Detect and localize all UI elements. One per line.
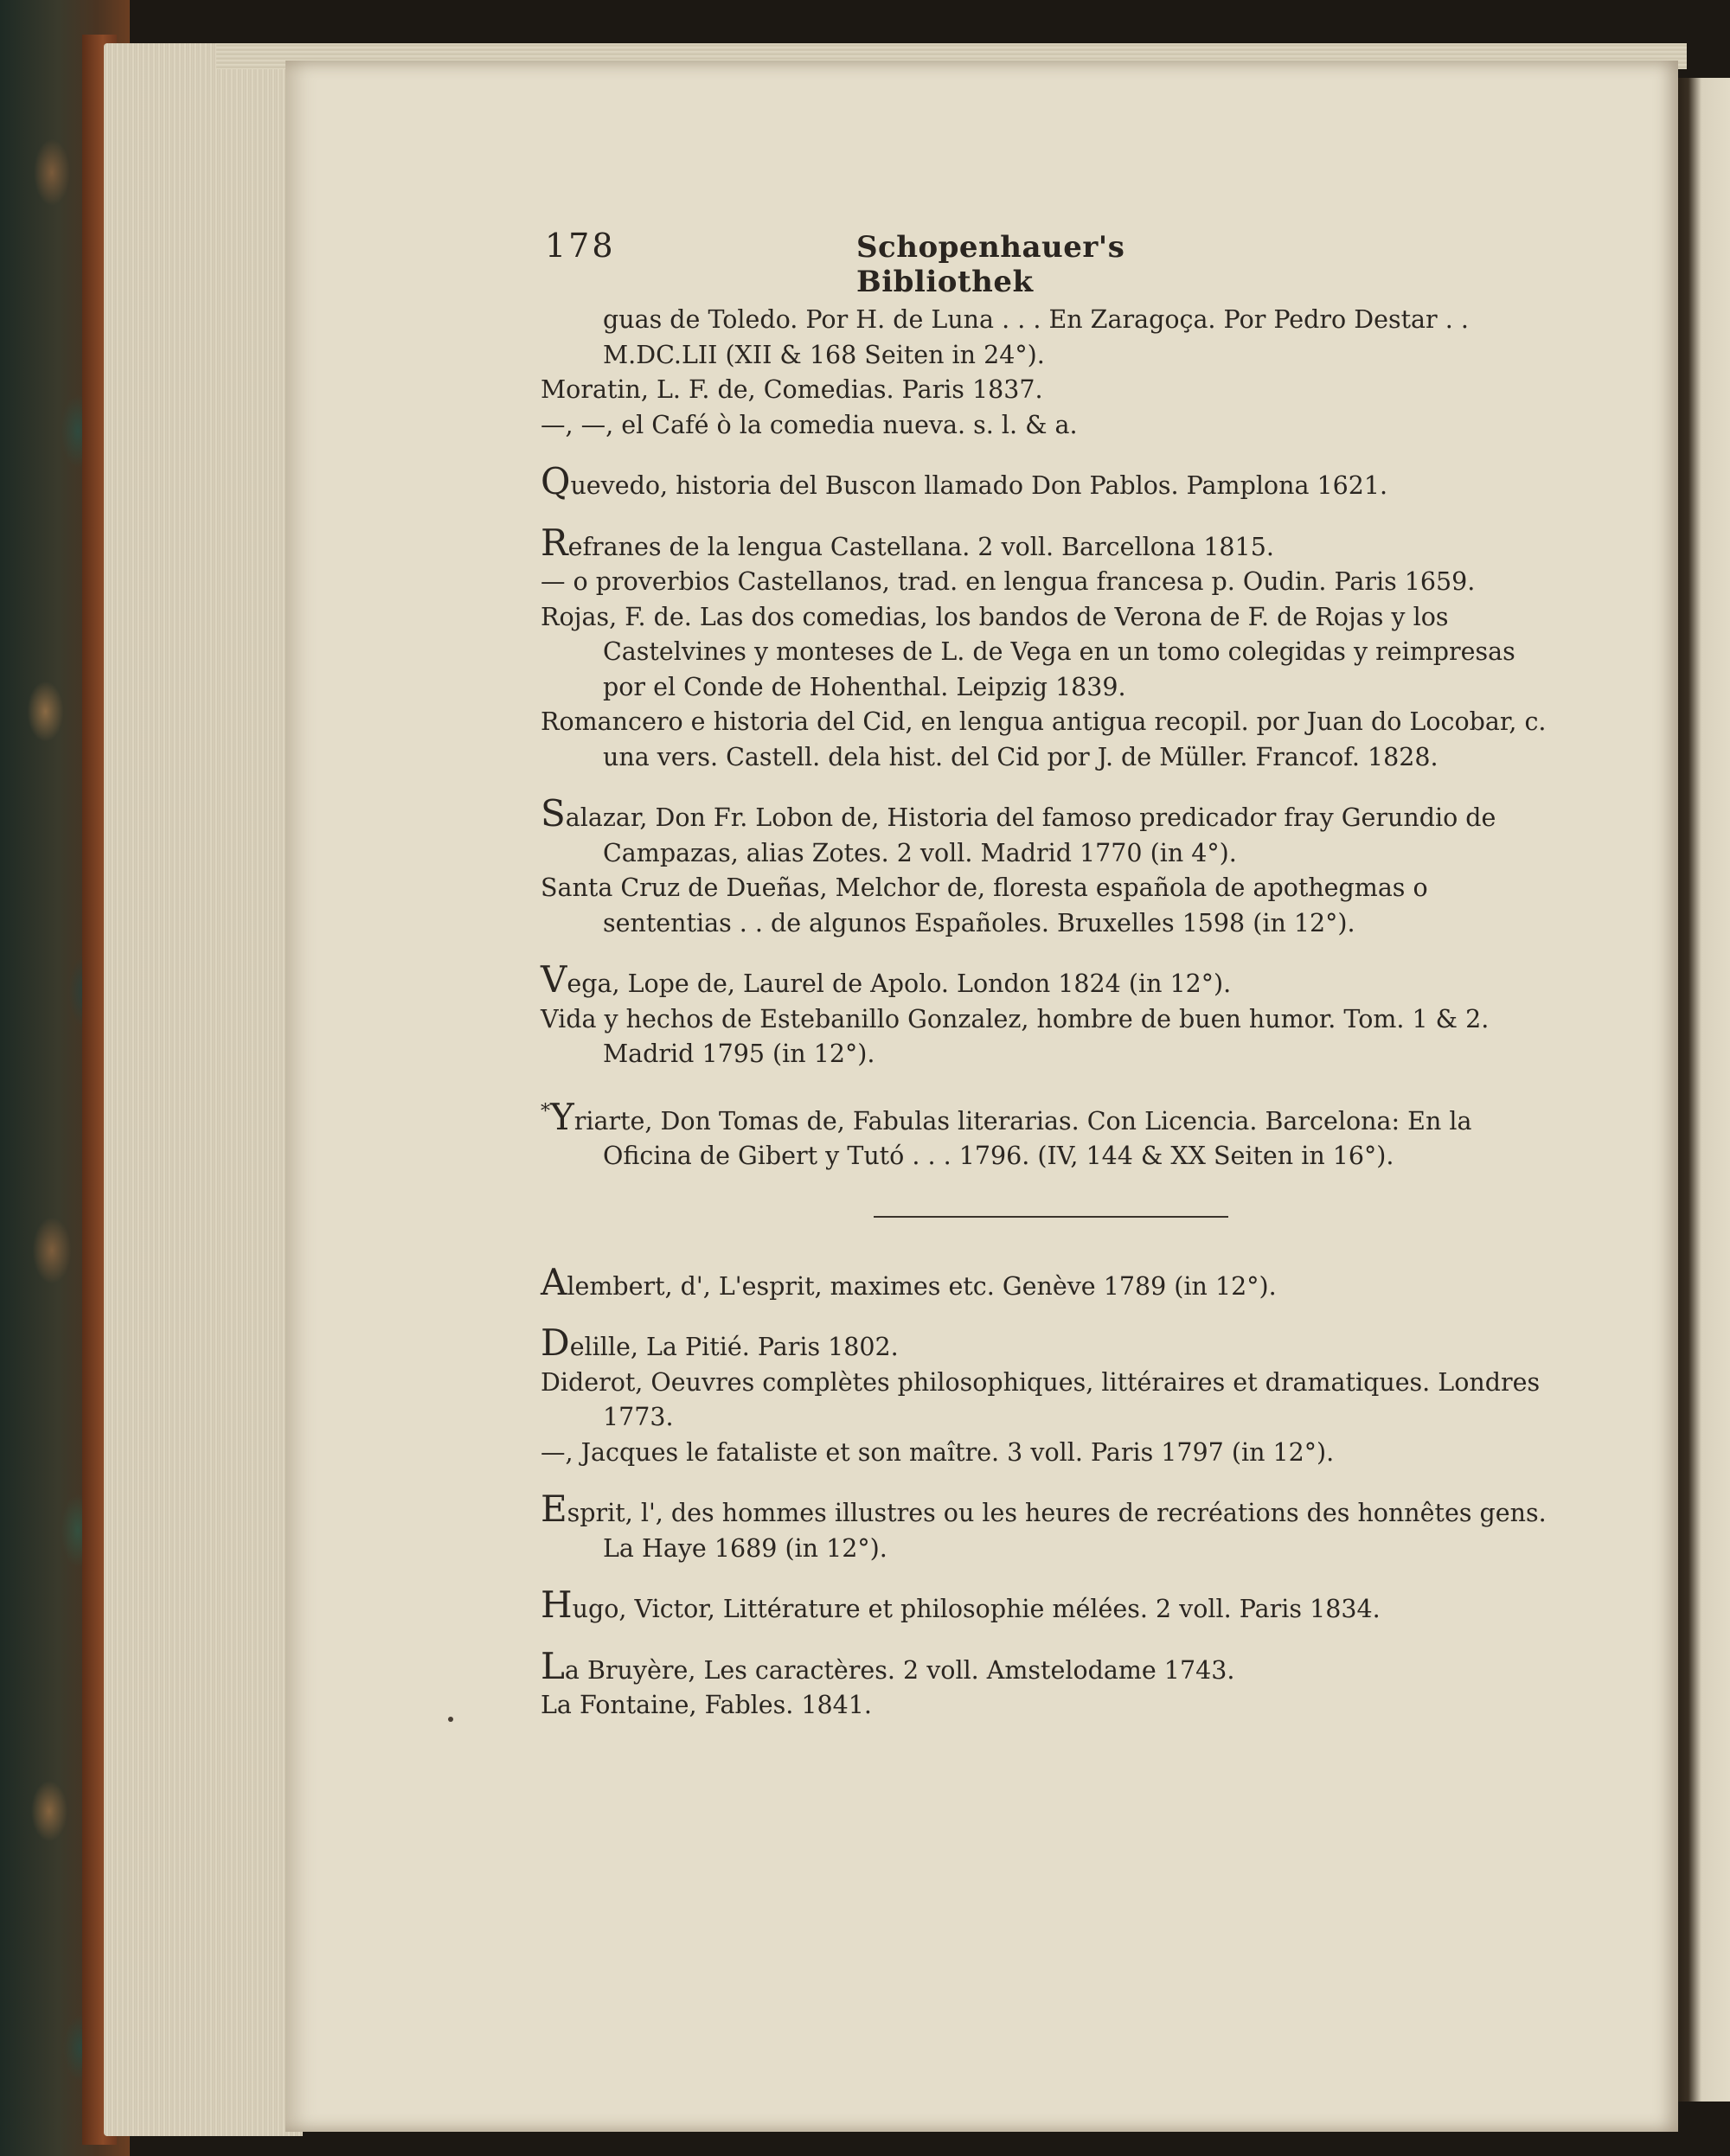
entry-text: riarte, Don Tomas de, Fabulas literarias. Con Licencia. Barcelona: En la Oficina de Gibert y Tutó . . . 1796. (IV, 144 & XX Seiten in 16°).: [573, 1106, 1472, 1170]
list-item: [541, 1321, 1561, 1366]
list-item: [541, 958, 1561, 1002]
entry-text: ugo, Victor, Littérature et philosophie mélées. 2 voll. Paris 1834.: [572, 1595, 1381, 1623]
section-initial: Y: [550, 1095, 574, 1138]
section-initial: L: [541, 1644, 565, 1687]
list-item: — o proverbios Castellanos, trad. en lengua francesa p. Oudin. Paris 1659.: [541, 567, 1476, 596]
section-initial: E: [541, 1487, 567, 1530]
list-item: [541, 1095, 1561, 1174]
list-item: [541, 460, 1561, 504]
section-initial: V: [541, 958, 567, 1001]
section-initial: A: [541, 1260, 567, 1303]
entry-text: a Bruyère, Les caractères. 2 voll. Amstelodame 1743.: [564, 1655, 1235, 1685]
list-item: Santa Cruz de Dueñas, Melchor de, floresta española de apothegmas o sententias . . de algunos Españoles. Bruxelles 1598 (in 12°).: [541, 873, 1428, 937]
section-initial: H: [541, 1583, 573, 1626]
list-item: Moratin, L. F. de, Comedias. Paris 1837.: [541, 375, 1043, 404]
list-item: [541, 1583, 1561, 1628]
entry-text: lembert, d', L'esprit, maximes etc. Genève 1789 (in 12°).: [567, 1271, 1277, 1301]
list-item: [541, 792, 1561, 871]
asterisk-mark: *: [541, 1100, 550, 1123]
section-initial: D: [541, 1321, 570, 1364]
list-item: Diderot, Oeuvres complètes philosophiques, littéraires et dramatiques. Londres 1773.: [541, 1367, 1541, 1431]
list-item: Vida y hechos de Estebanillo Gonzalez, hombre de buen humor. Tom. 1 & 2. Madrid 1795 (in 12°).: [541, 1004, 1490, 1068]
margin-speck: [448, 1717, 453, 1722]
entry-text: elille, La Pitié. Paris 1802.: [569, 1333, 899, 1361]
section-divider: [874, 1216, 1228, 1218]
list-item: [541, 1644, 1561, 1689]
list-item: Romancero e historia del Cid, en lengua antigua recopil. por Juan do Locobar, c. una vers. Castell. dela hist. del Cid por J. de Müller. Francof. 1828.: [541, 707, 1547, 771]
list-item: guas de Toledo. Por H. de Luna . . . En Zaragoça. Por Pedro Destar . . M.DC.LII (XII & 168 Seiten in 24°).: [603, 305, 1469, 369]
list-item: [541, 1260, 1561, 1305]
entry-text: efranes de la lengua Castellana. 2 voll. Barcellona 1815.: [567, 532, 1274, 561]
entry-text: alazar, Don Fr. Lobon de, Historia del famoso predicador fray Gerundio de Campazas, alias Zotes. 2 voll. Madrid 1770 (in 4°).: [565, 803, 1496, 867]
entry-text: ega, Lope de, Laurel de Apolo. London 1824 (in 12°).: [567, 969, 1232, 998]
list-item: —, Jacques le fataliste et son maître. 3 voll. Paris 1797 (in 12°).: [541, 1437, 1335, 1467]
section-initial: R: [541, 521, 568, 564]
list-item: —, —, el Café ò la comedia nueva. s. l. & a.: [541, 410, 1078, 439]
list-item: [541, 521, 1561, 566]
list-item: [541, 1487, 1561, 1566]
bibliography-list: [541, 303, 1561, 1724]
page-number: 178: [545, 227, 616, 265]
list-item: Rojas, F. de. Las dos comedias, los bandos de Verona de F. de Rojas y los Castelvines y monteses de L. de Vega en un tomo colegidas y reimpresas por el Conde de Hohenthal. Leipzig 1839.: [541, 602, 1515, 701]
section-initial: Q: [541, 460, 571, 502]
entry-text: uevedo, historia del Buscon llamado Don Pablos. Pamplona 1621.: [570, 471, 1388, 500]
entry-text: sprit, l', des hommes illustres ou les heures de recréations des honnêtes gens. La Haye 1689 (in 12°).: [567, 1499, 1547, 1563]
facing-page-edge: [1678, 78, 1730, 2102]
page-edges-left: [104, 43, 303, 2136]
list-item: La Fontaine, Fables. 1841.: [541, 1691, 872, 1719]
page-header: [545, 227, 1246, 299]
section-initial: S: [541, 792, 566, 835]
running-title: Schopenhauer's Bibliothek: [856, 230, 1125, 299]
